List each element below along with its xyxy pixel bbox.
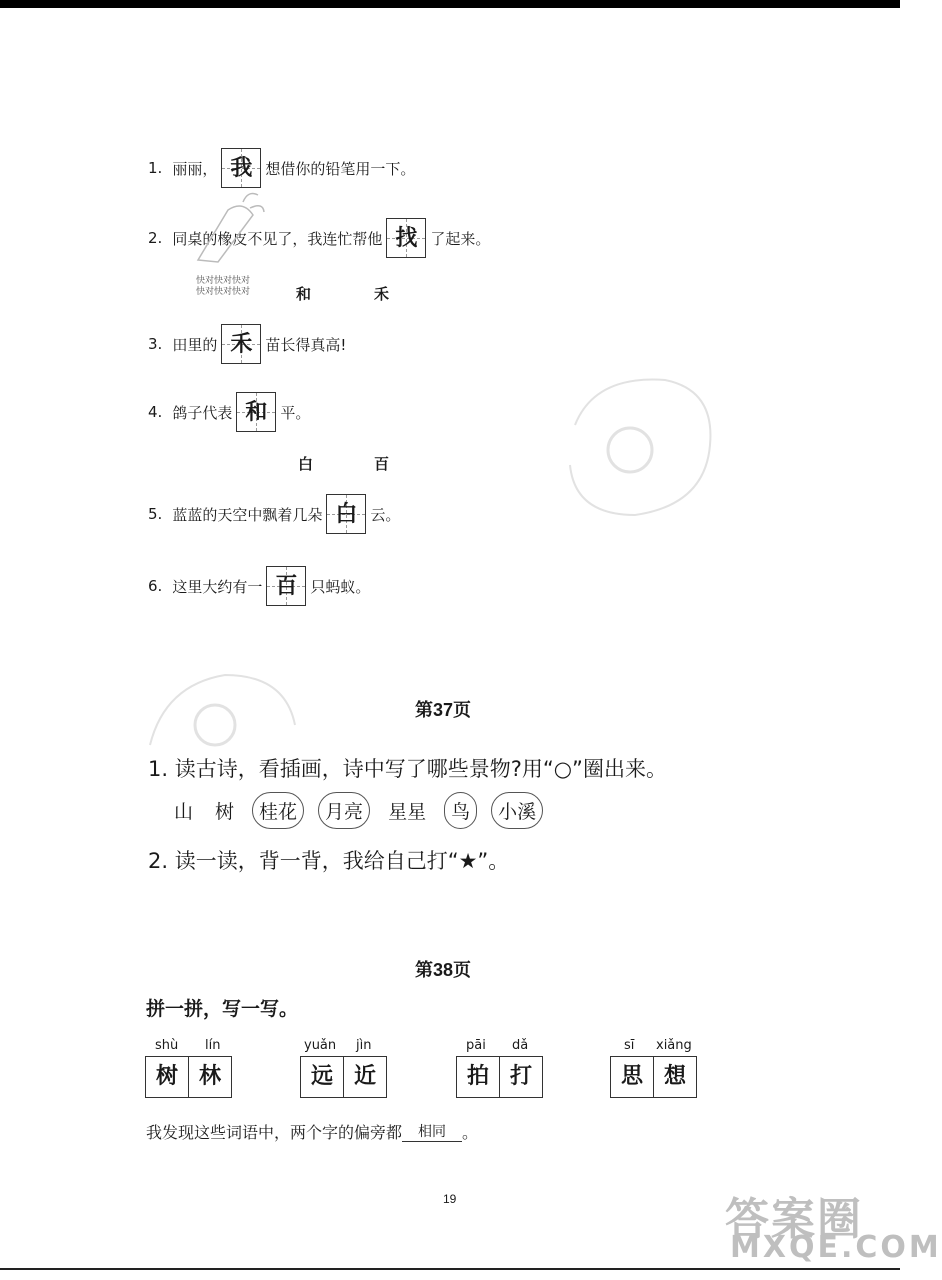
- watermark-logo: 答案圈: [725, 1194, 863, 1245]
- char-cells: [145, 1056, 232, 1098]
- pinyin: yuǎn: [304, 1038, 337, 1053]
- char-cells: [456, 1056, 543, 1098]
- answer-box: 百: [266, 566, 306, 606]
- char-cell: 想: [663, 1064, 686, 1089]
- pinyin: sī: [624, 1038, 635, 1053]
- option-he: 和: [296, 285, 312, 303]
- page37-question-2: 2. 读一读，背一背，我给自己打“★”。: [148, 849, 510, 873]
- option-bai: 白: [298, 455, 314, 473]
- q-text-pre: 同桌的橡皮不见了，我连忙帮他: [172, 229, 383, 248]
- q-text-pre: 鸽子代表: [172, 403, 233, 422]
- q-text-post: 平。: [280, 403, 311, 422]
- q-text-post: 云。: [370, 505, 401, 524]
- page37-heading: 第37页: [415, 700, 472, 720]
- page38-instruction: 拼一拼，写一写。: [146, 998, 299, 1020]
- summary-text-post: 。: [462, 1123, 479, 1142]
- question-5: [148, 494, 400, 534]
- watermark-url: MXQE.COM: [730, 1230, 942, 1265]
- pinyin: pāi: [466, 1038, 486, 1053]
- question-1: [148, 148, 415, 188]
- carrot-watermark-icon: [188, 190, 268, 270]
- word-item-circled: 月亮: [318, 792, 370, 829]
- pinyin: lín: [205, 1038, 221, 1053]
- char-cell: 拍: [457, 1057, 500, 1097]
- page38-summary: [146, 1120, 478, 1143]
- answer-box: 和: [236, 392, 276, 432]
- option-he2: 禾: [374, 285, 390, 303]
- char-cell: 打: [509, 1064, 532, 1089]
- pinyin-pair: [610, 1038, 710, 1100]
- answer-box: 禾: [221, 324, 261, 364]
- char-cells: [300, 1056, 387, 1098]
- page37-question-1: 1. 读古诗，看插画，诗中写了哪些景物?用“○”圈出来。: [148, 757, 667, 781]
- word-item-circled: 桂花: [252, 792, 304, 829]
- question-4: [148, 392, 310, 432]
- q-number: 3.: [148, 335, 163, 353]
- pinyin-pair: [300, 1038, 400, 1100]
- bottom-border: [0, 1268, 900, 1270]
- watermark-text: 快对快对快对 快对快对快对: [196, 276, 251, 297]
- option-bai2: 百: [374, 455, 390, 473]
- answer-box: 找: [386, 218, 426, 258]
- word-item-circled: 鸟: [444, 792, 477, 829]
- page38-heading: 第38页: [415, 960, 472, 980]
- char-cells: [610, 1056, 697, 1098]
- char-cell: 远: [301, 1057, 344, 1097]
- q-number: 4.: [148, 403, 163, 421]
- faint-logo-icon: [555, 365, 725, 525]
- q-number: 6.: [148, 577, 163, 595]
- pinyin: shù: [155, 1038, 179, 1053]
- q-text-pre: 这里大约有一: [172, 577, 263, 596]
- pinyin: dǎ: [512, 1038, 529, 1053]
- page-number: 19: [443, 1192, 457, 1206]
- q-text-post: 想借你的铅笔用一下。: [265, 159, 416, 178]
- question-6: [148, 566, 370, 606]
- q-text-pre: 蓝蓝的天空中飘着几朵: [172, 505, 323, 524]
- top-border: [0, 0, 900, 8]
- char-cell: 近: [353, 1064, 376, 1089]
- answer-box: 我: [221, 148, 261, 188]
- char-cell: 树: [146, 1057, 189, 1097]
- q-text-pre: 田里的: [172, 335, 218, 354]
- summary-fill: 相同: [402, 1121, 462, 1142]
- q-text-post: 了起来。: [430, 229, 491, 248]
- word-list: [170, 792, 557, 829]
- word-item: 星星: [388, 801, 427, 823]
- q-text-post: 只蚂蚁。: [310, 577, 371, 596]
- char-cell: 林: [198, 1064, 221, 1089]
- q-text-post: 苗长得真高!: [265, 335, 347, 354]
- question-3: [148, 324, 346, 364]
- word-item: 山: [174, 801, 194, 823]
- q-number: 2.: [148, 229, 163, 247]
- word-item-circled: 小溪: [491, 792, 543, 829]
- answer-box: 白: [326, 494, 366, 534]
- pinyin: jìn: [356, 1038, 372, 1053]
- pinyin-pair: [145, 1038, 245, 1100]
- word-item: 树: [215, 801, 235, 823]
- summary-text-pre: 我发现这些词语中，两个字的偏旁都: [146, 1123, 403, 1142]
- pinyin: xiǎng: [656, 1038, 692, 1053]
- q-number: 1.: [148, 159, 163, 177]
- pinyin-pair: [456, 1038, 556, 1100]
- char-cell: 思: [611, 1057, 654, 1097]
- q-number: 5.: [148, 505, 163, 523]
- q-text-pre: 丽丽，: [172, 159, 218, 178]
